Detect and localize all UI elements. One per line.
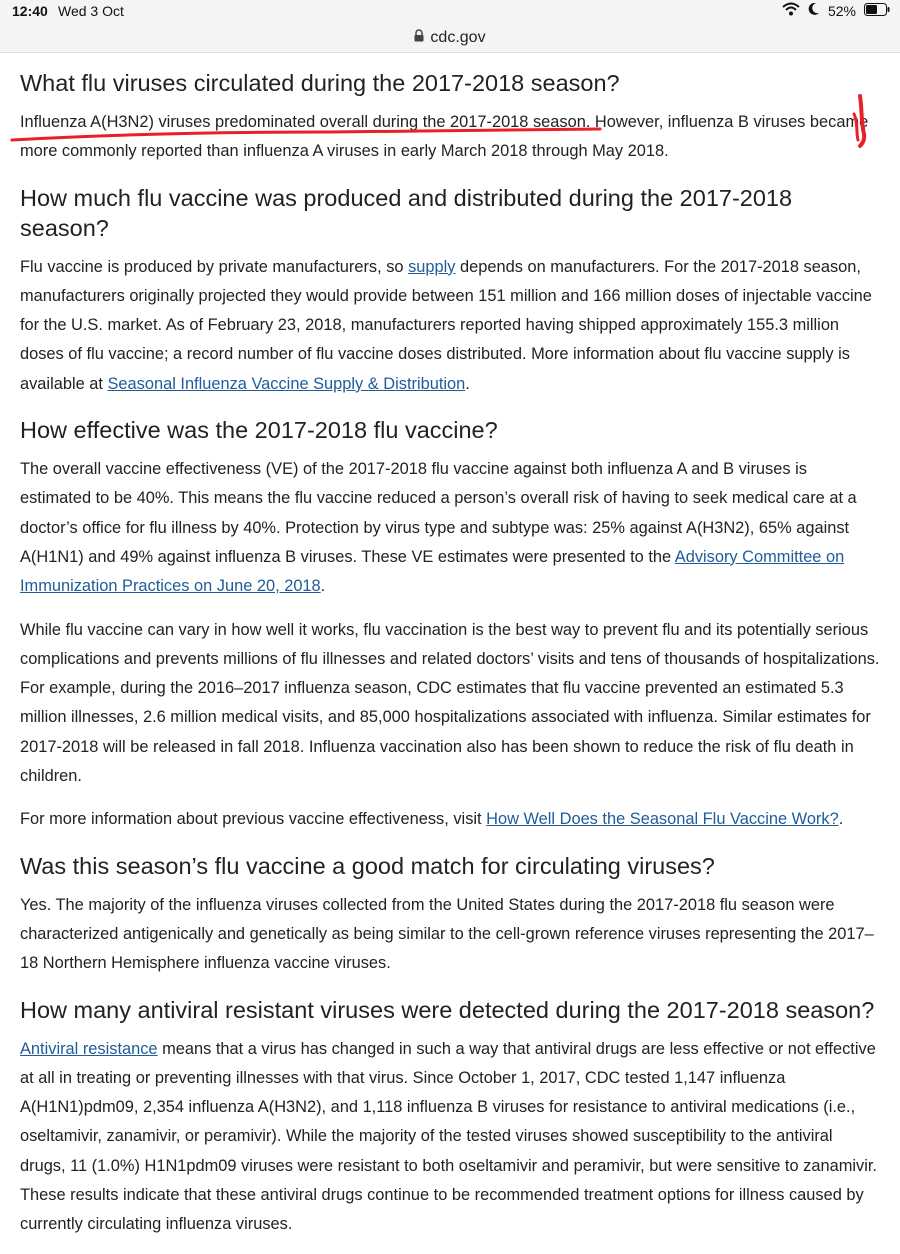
paragraph-circulation [20, 108, 882, 167]
text-span: means that a virus has changed in such a way that antiviral drugs are less effective or not effective at all in treating or preventing illnesses with that virus. Since October 1, 2017, CDC tested 1,147 influenza A(H1N1)pdm09, 2,354 influenza A(H3N2), and 1,118 influenza B viruses for resistance to antiviral medications (i.e., oseltamivir, zanamivir, or peramivir). While the majority of the tested viruses showed susceptibility to the antiviral drugs, 11 (1.0%) H1N1pdm09 viruses were resistant to both oseltamivir and peramivir, but were sensitive to zanamivir. These results indicate that these antiviral drugs continue to be recommended treatment options for illness caused by currently circulating influenza viruses. [20, 1039, 877, 1234]
heading-flu-viruses-circulated: What flu viruses circulated during the 2017-2018 season? [20, 70, 620, 96]
text-span: depends on manufacturers. For the 2017-2018 season, manufacturers originally projected they would provide between 151 million and 166 million doses of injectable vaccine for the U.S. market. As of February 23, 2018, manufacturers reported having shipped approximately 155.3 million doses of flu vaccine; a record number of flu vaccine doses distributed. More information about flu vaccine supply is available at [20, 257, 872, 393]
heading-vaccine-effectiveness: How effective was the 2017-2018 flu vaccine? [20, 417, 498, 444]
heading-vaccine-produced: How much flu vaccine was produced and distributed during the 2017-2018 season? [20, 184, 793, 241]
article-content [20, 52, 882, 1254]
heading-antiviral-resistance: How many antiviral resistant viruses were detected during the 2017-2018 season? [20, 996, 875, 1023]
highlighted-sentence: Influenza A(H3N2) viruses predominated overall during the 2017-2018 season. [20, 113, 591, 131]
text-span: . [465, 374, 470, 393]
status-bar [0, 0, 900, 24]
status-time: 12:40 [12, 3, 48, 19]
text-span: For more information about previous vaccine effectiveness, visit [20, 810, 487, 829]
paragraph-vaccine-match: Yes. The majority of the influenza viruses collected from the United States during the 2017-2018 flu season were characterized antigenically and genetically as being similar to the cell-grown reference viruses representing the 2017–18 Northern Hemisphere influenza vaccine viruses. [20, 895, 874, 973]
status-indicators [782, 2, 890, 19]
vaccine-supply-distribution-link[interactable]: Seasonal Influenza Vaccine Supply & Distribution [107, 374, 466, 393]
how-well-vaccine-works-link[interactable]: How Well Does the Seasonal Flu Vaccine Work? [486, 810, 839, 829]
paragraph-vaccine-benefits: While flu vaccine can vary in how well it works, flu vaccination is the best way to prevent flu and its potentially serious complications and prevents millions of flu illnesses and related doctors’ visits and tens of thousands of hospitalizations. For example, during the 2016–2017 influenza season, CDC estimates that flu vaccine prevented an estimated 5.3 million illnesses, 2.6 million medical visits, and 85,000 hospitalizations associated with influenza. Similar estimates for 2017-2018 will be released in fall 2018. Influenza vaccination also has been shown to reduce the risk of flu death in children. [20, 620, 880, 786]
url-text[interactable]: cdc.gov [430, 29, 486, 46]
heading-vaccine-match: Was this season’s flu vaccine a good match for circulating viruses? [20, 852, 715, 879]
status-date: Wed 3 Oct [58, 3, 124, 19]
moon-icon [808, 2, 820, 19]
text-span: . [838, 810, 844, 829]
battery-percent: 52% [827, 2, 856, 19]
battery-icon [864, 3, 890, 19]
paragraph-antiviral-resistance [20, 1035, 882, 1240]
text-span: The overall vaccine effectiveness (VE) of the 2017-2018 flu vaccine against both influenza A and B viruses is estimated to be 40%. This means the flu vaccine reduced a person’s overall risk of having to seek medical care at a doctor’s office for flu illness by 40%. Protection by virus type and subtype was: 25% against A(H3N2), 65% against A(H1N1) and 49% against influenza B viruses. These VE estimates were presented to the [20, 460, 857, 566]
antiviral-resistance-link[interactable]: Antiviral resistance [20, 1039, 158, 1058]
paragraph-previous-ve [20, 805, 882, 834]
address-bar[interactable] [0, 24, 900, 53]
supply-link[interactable]: supply [408, 257, 456, 276]
paragraph-circulation-rest: However, influenza B viruses became more commonly reported than influenza A viruses in early March 2018 through May 2018. [20, 113, 869, 161]
paragraph-ve-estimates [20, 455, 882, 601]
acip-link[interactable]: Advisory Committee on Immunization Practices on June 20, 2018 [20, 547, 845, 596]
wifi-icon [782, 2, 800, 19]
text-span: . [320, 577, 326, 596]
lock-icon [414, 29, 424, 47]
text-span: Flu vaccine is produced by private manufacturers, so [20, 257, 409, 276]
paragraph-vaccine-supply [20, 253, 882, 399]
